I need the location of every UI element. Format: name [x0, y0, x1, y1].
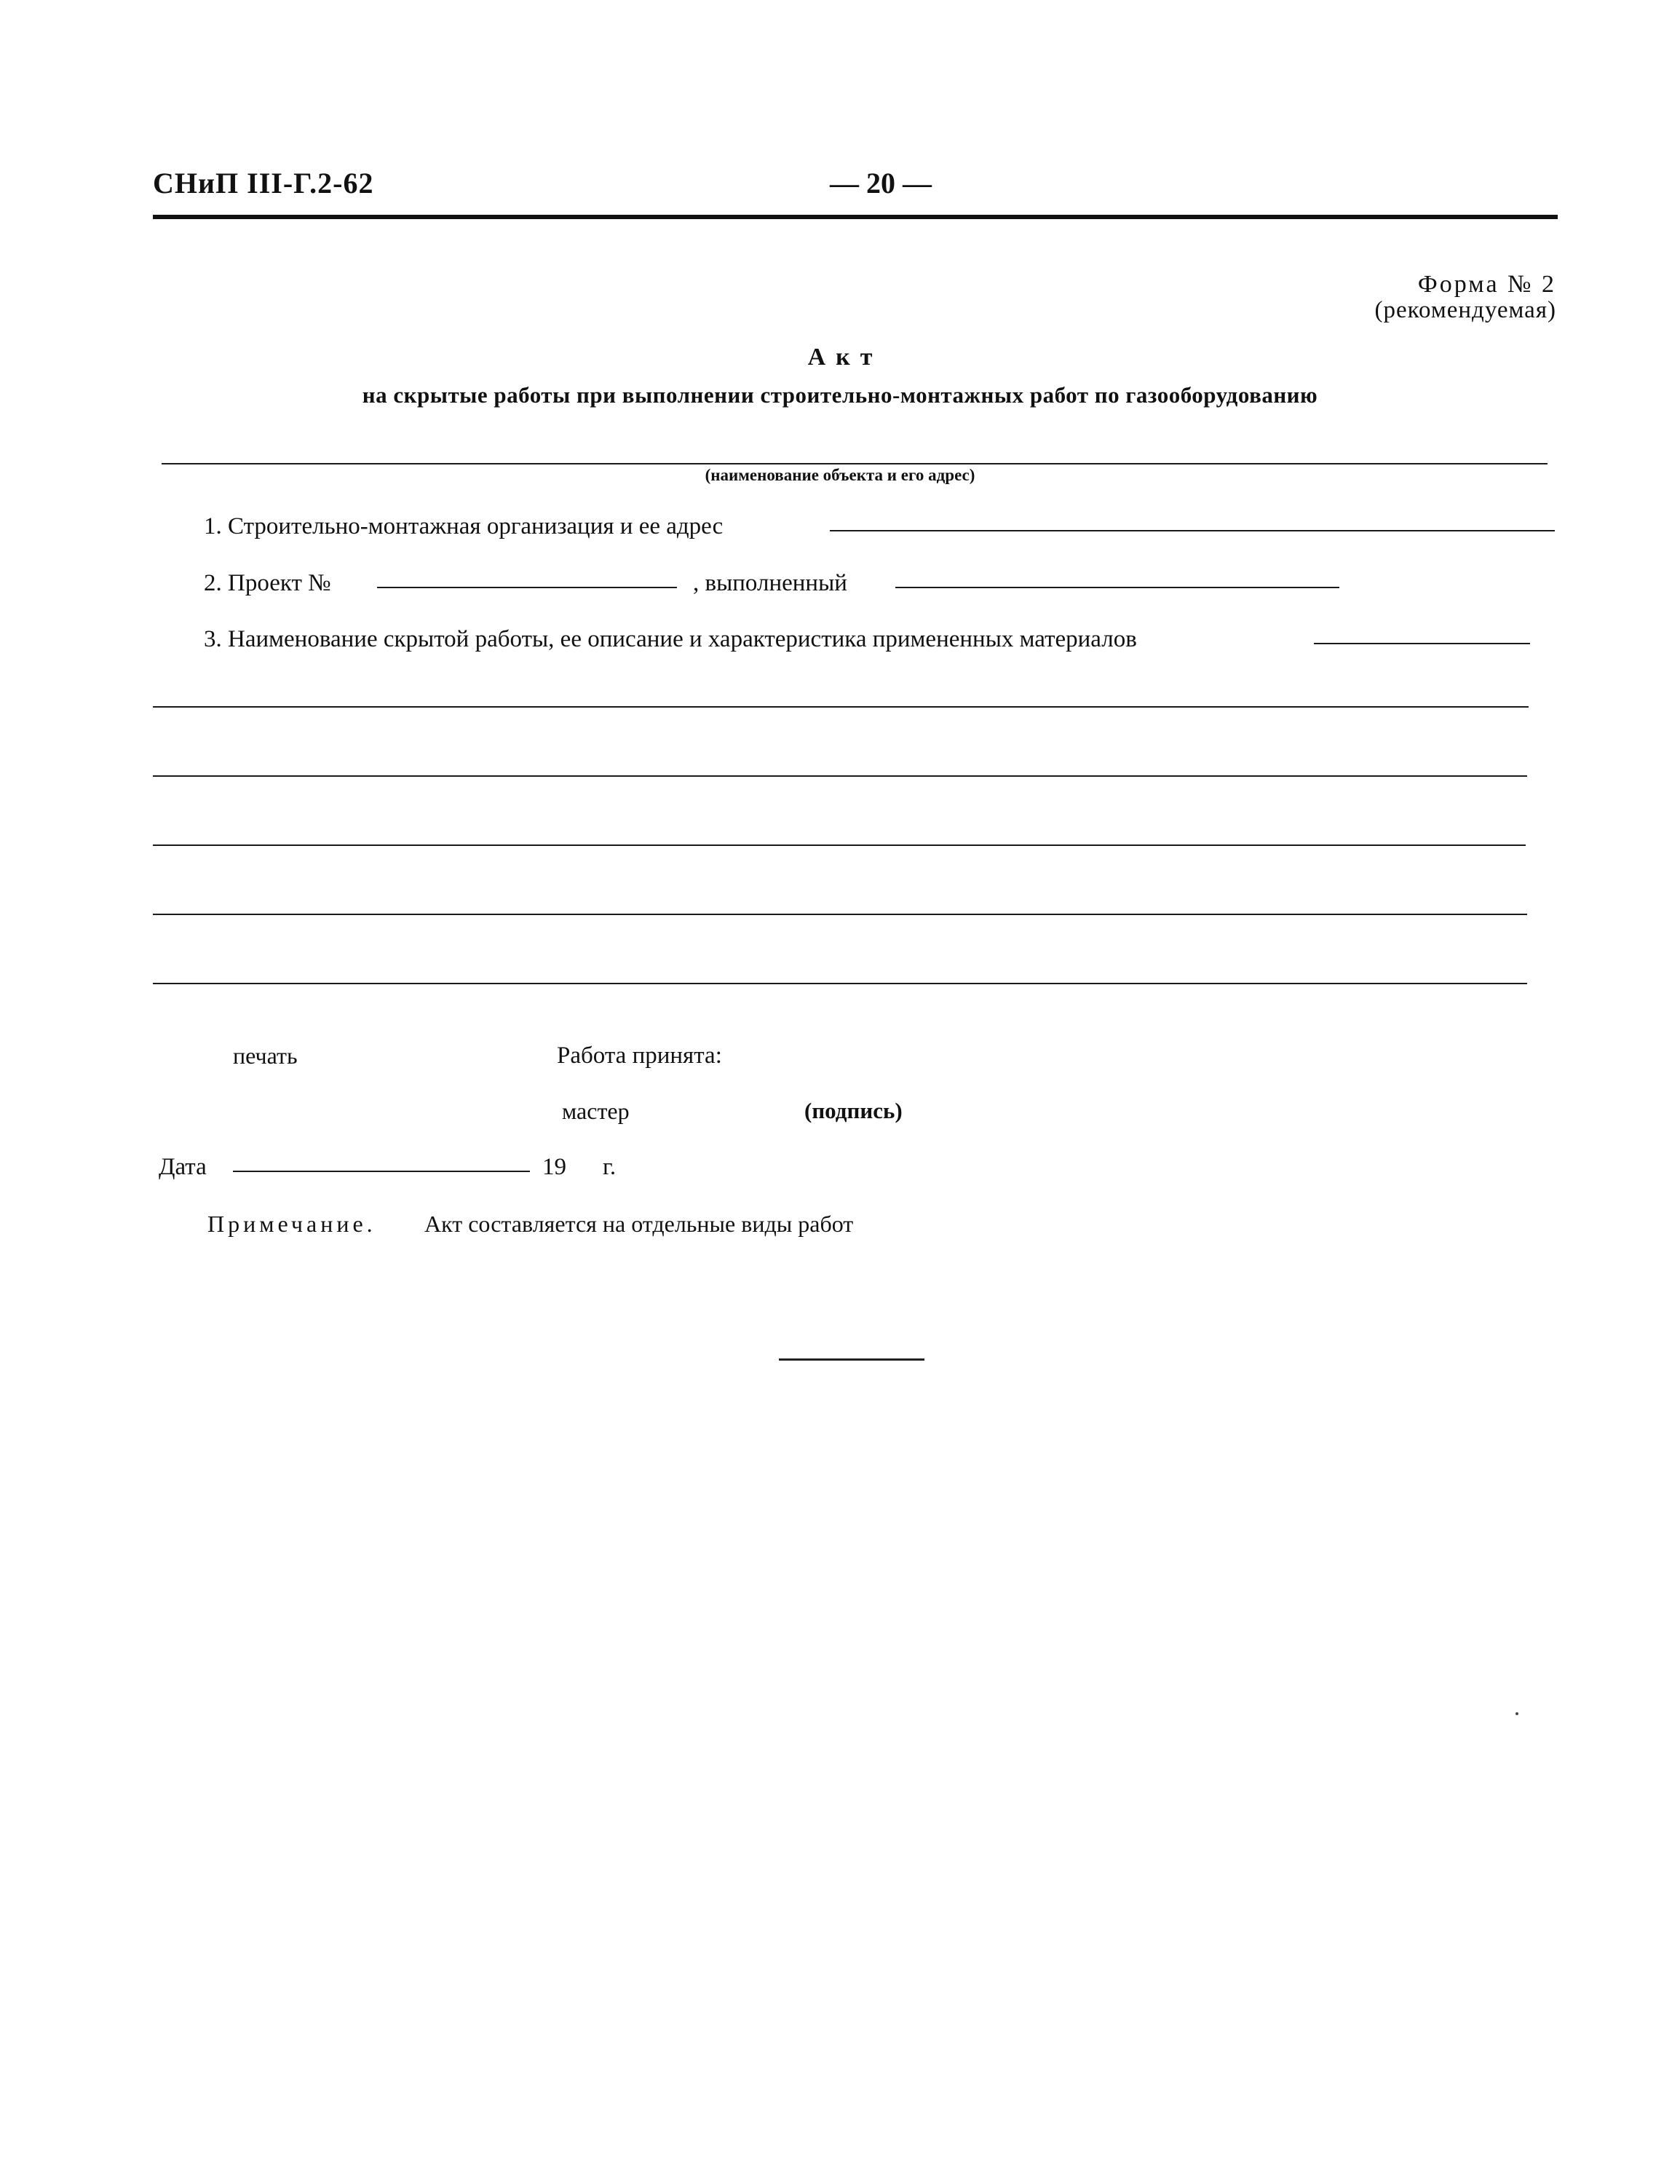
blank-line	[153, 914, 1527, 915]
page-number: — 20 —	[830, 167, 932, 199]
note-text: Акт составляется на отдельные виды работ	[424, 1211, 854, 1237]
project-number-fill-line	[377, 587, 677, 588]
end-mark	[779, 1358, 924, 1361]
blank-line	[153, 983, 1527, 984]
hidden-work-fill-line	[1314, 643, 1530, 644]
date-fill-line	[233, 1171, 530, 1172]
document-code: СНиП III-Г.2-62	[153, 167, 374, 199]
blank-line	[153, 706, 1529, 708]
stamp-label: печать	[233, 1042, 298, 1069]
date-label: Дата	[159, 1154, 207, 1180]
item-project: 2. Проект №	[204, 570, 331, 596]
print-speck	[1515, 1712, 1518, 1715]
blank-line	[153, 844, 1526, 846]
item-organization: 1. Строительно-монтажная организация и ее адрес	[204, 513, 724, 539]
item-project-executed: , выполненный	[693, 570, 847, 596]
object-name-hint: (наименование объекта и его адрес)	[705, 466, 975, 484]
organization-fill-line	[830, 530, 1555, 531]
act-subtitle: на скрытые работы при выполнении строительно-монтажных работ по газооборудованию	[362, 382, 1318, 408]
master-label: мастер	[562, 1098, 630, 1124]
date-year-suffix: г.	[603, 1154, 617, 1180]
form-label: Форма № 2	[1417, 271, 1556, 298]
date-year-prefix: 19	[542, 1154, 566, 1180]
item-hidden-work: 3. Наименование скрытой работы, ее описание и характеристика примененных материалов	[204, 626, 1137, 652]
work-accepted-label: Работа принята:	[557, 1042, 722, 1069]
header-rule	[153, 215, 1558, 219]
blank-line	[153, 775, 1527, 777]
signature-hint: (подпись)	[804, 1098, 903, 1123]
act-title: Акт	[807, 344, 883, 371]
object-name-line	[162, 463, 1548, 464]
note-title: Примечание.	[207, 1211, 376, 1237]
form-sublabel: (рекомендуемая)	[1374, 297, 1556, 323]
project-executed-fill-line	[895, 587, 1339, 588]
